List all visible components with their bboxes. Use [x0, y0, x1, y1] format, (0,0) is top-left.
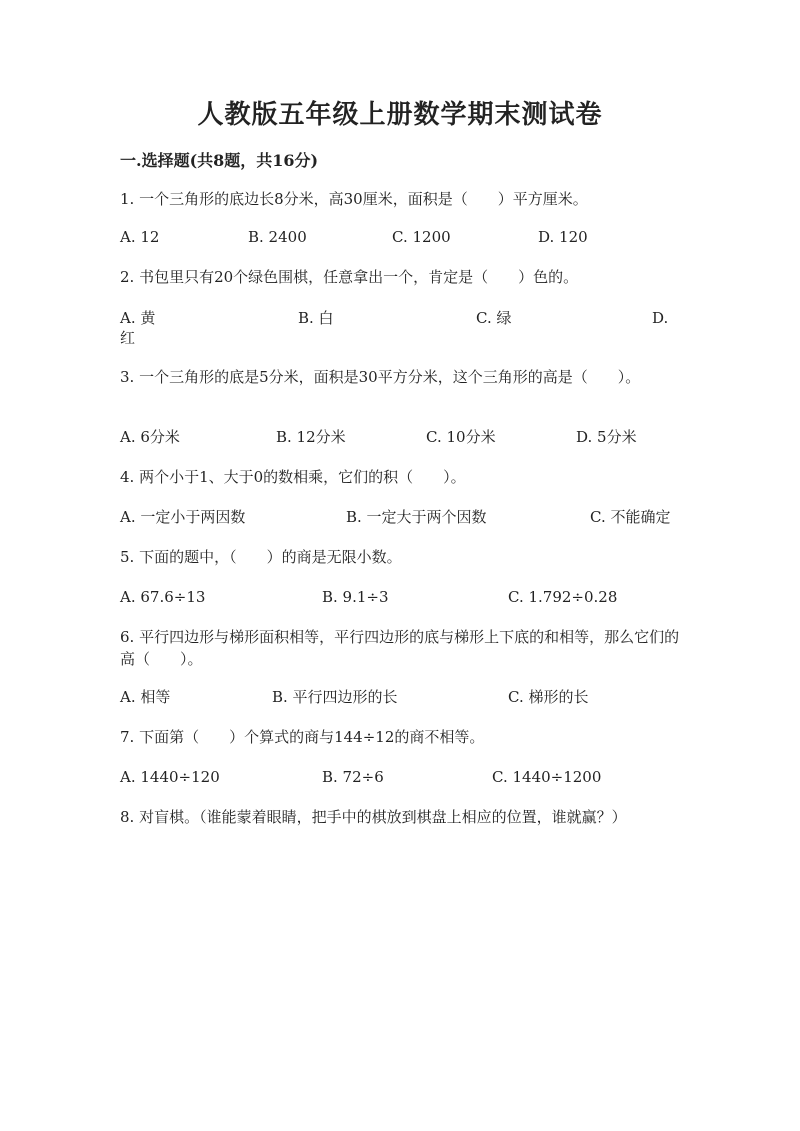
- option-2-c: C. 绿: [476, 309, 512, 327]
- option-2-d: D.: [652, 309, 669, 327]
- question-4: 4. 两个小于1、大于0的数相乘，它们的积（ ）。: [120, 468, 466, 486]
- options-5: [0, 586, 800, 630]
- question-7: 7. 下面第（ ）个算式的商与144÷12的商不相等。: [120, 728, 485, 746]
- option-1-d: D. 120: [538, 228, 588, 246]
- option-6-c: C. 梯形的长: [508, 688, 589, 706]
- option-5-a: A. 67.6÷13: [120, 588, 206, 606]
- option-4-b: B. 一定大于两个因数: [346, 508, 487, 526]
- option-7-b: B. 72÷6: [322, 768, 384, 786]
- options-1: [0, 226, 800, 270]
- option-7-a: A. 1440÷120: [120, 768, 220, 786]
- option-4-a: A. 一定小于两因数: [120, 508, 246, 526]
- question-3: 3. 一个三角形的底是5分米，面积是30平方分米，这个三角形的高是（ ）。: [120, 368, 641, 386]
- option-1-c: C. 1200: [392, 228, 451, 246]
- options-4: [0, 506, 800, 550]
- option-3-c: C. 10分米: [426, 428, 496, 446]
- question-1: 1. 一个三角形的底边长8分米，高30厘米，面积是（ ）平方厘米。: [120, 190, 588, 208]
- options-2: [0, 307, 800, 351]
- option-1-b: B. 2400: [248, 228, 307, 246]
- option-6-b: B. 平行四边形的长: [272, 688, 398, 706]
- option-3-b: B. 12分米: [276, 428, 346, 446]
- options-6: [0, 686, 800, 730]
- options-7: [0, 766, 800, 810]
- question-5: 5. 下面的题中，（ ）的商是无限小数。: [120, 548, 402, 566]
- option-3-a: A. 6分米: [120, 428, 180, 446]
- page-title: 人教版五年级上册数学期末测试卷: [197, 100, 603, 130]
- option-6-a: A. 相等: [120, 688, 171, 706]
- option-3-d: D. 5分米: [576, 428, 637, 446]
- option-2-b: B. 白: [298, 309, 334, 327]
- question-2: 2. 书包里只有20个绿色围棋，任意拿出一个，肯定是（ ）色的。: [120, 268, 579, 286]
- option-5-b: B. 9.1÷3: [322, 588, 389, 606]
- option-4-c: C. 不能确定: [590, 508, 671, 526]
- question-8: 8. 对盲棋。（谁能蒙着眼睛，把手中的棋放到棋盘上相应的位置，谁就赢？）: [120, 808, 627, 826]
- option-7-c: C. 1440÷1200: [492, 768, 602, 786]
- section-heading: 一.选择题(共8题，共16分): [120, 151, 319, 170]
- option-2-d-text: 红: [120, 329, 136, 347]
- options-3: [0, 426, 800, 470]
- option-2-a: A. 黄: [120, 309, 156, 327]
- question-6: 6. 平行四边形与梯形面积相等，平行四边形的底与梯形上下底的和相等，那么它们的高（ ）。: [120, 628, 680, 668]
- option-1-a: A. 12: [120, 228, 160, 246]
- option-5-c: C. 1.792÷0.28: [508, 588, 618, 606]
